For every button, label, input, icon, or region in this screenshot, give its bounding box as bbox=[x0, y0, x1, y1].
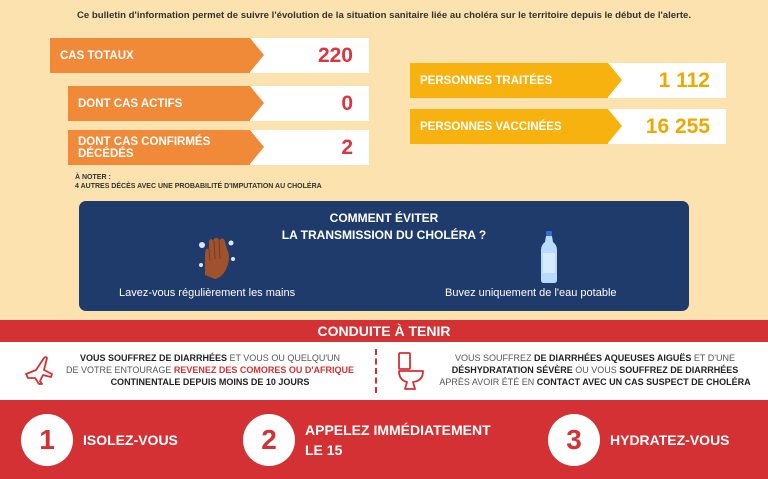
airplane-icon bbox=[24, 354, 56, 386]
conduct-left-l3: CONTINENTALE DEPUIS MOINS DE 10 JOURS bbox=[110, 377, 310, 387]
stat-treated bbox=[410, 63, 726, 98]
conduct-right-l1a: VOUS SOUFFREZ bbox=[455, 353, 535, 363]
stat-active-label: DONT CAS ACTIFS bbox=[68, 86, 250, 121]
step-3-number: 3 bbox=[548, 414, 600, 466]
step-3-text: HYDRATEZ-VOUS bbox=[610, 432, 730, 448]
conduct-right-l3a: APRÈS AVOIR ÉTÉ EN bbox=[439, 377, 537, 387]
stat-total-label: CAS TOTAUX bbox=[50, 38, 250, 73]
prevention-item-handwashing: Lavez-vous régulièrement les mains bbox=[119, 287, 296, 299]
steps-panel bbox=[0, 400, 768, 479]
water-bottle-icon bbox=[540, 231, 558, 283]
step-2-line1: APPELEZ IMMÉDIATEMENT bbox=[305, 422, 491, 438]
prevention-item-water: Buvez uniquement de l'eau potable bbox=[445, 287, 617, 299]
handwashing-icon bbox=[197, 235, 237, 281]
prevention-box bbox=[79, 201, 689, 311]
stat-vaccinated bbox=[410, 109, 726, 144]
note-title: À NOTER : bbox=[75, 174, 111, 181]
note bbox=[75, 173, 322, 191]
stat-active-cases bbox=[68, 86, 369, 121]
stat-total-value: 220 bbox=[250, 38, 369, 73]
stat-deaths-label: DONT CAS CONFIRMÉS DÉCÉDÉS bbox=[68, 130, 250, 165]
stat-treated-label: PERSONNES TRAITÉES bbox=[410, 63, 608, 98]
stat-vaccinated-value: 16 255 bbox=[608, 109, 726, 144]
conduct-left-l2a: DE VOTRE ENTOURAGE bbox=[65, 365, 174, 375]
conduct-banner: CONDUITE À TENIR bbox=[0, 320, 768, 342]
step-2-text bbox=[305, 420, 491, 460]
stat-treated-value: 1 112 bbox=[608, 63, 726, 98]
stat-vaccinated-label: PERSONNES VACCINÉES bbox=[410, 109, 608, 144]
conduct-right-l1c: ET D'UNE bbox=[691, 353, 735, 363]
conduct-left-l1b: ET VOUS OU QUELQU'UN bbox=[226, 353, 341, 363]
step-2-number: 2 bbox=[243, 414, 295, 466]
note-text: 4 AUTRES DÉCÈS AVEC UNE PROBABILITÉ D'IMPUTATION AU CHOLÉRA bbox=[75, 183, 322, 190]
stat-active-value: 0 bbox=[250, 86, 369, 121]
conduct-left-l2b: REVENEZ DES COMORES OU D'AFRIQUE bbox=[173, 365, 355, 375]
prevention-title-line2: LA TRANSMISSION DU CHOLÉRA ? bbox=[281, 228, 487, 242]
conduct-divider bbox=[375, 349, 377, 393]
conduct-right-l1b: DE DIARRHÉES AQUEUSES AIGUËS bbox=[534, 353, 692, 363]
conduct-left-l1a: VOUS SOUFFREZ DE DIARRHÉES bbox=[79, 353, 227, 363]
conduct-right-l3b: CONTACT AVEC UN CAS SUSPECT DE CHOLÉRA bbox=[536, 377, 751, 387]
prevention-title-line1: COMMENT ÉVITER bbox=[329, 211, 439, 225]
conduct-right-l2c: SOUFFREZ DE DIARRHÉES bbox=[619, 365, 739, 375]
step-2-line2: LE 15 bbox=[305, 442, 343, 458]
conduct-right-text bbox=[430, 352, 760, 388]
step-1-text: ISOLEZ-VOUS bbox=[83, 432, 178, 448]
conduct-right-l2b: OU VOUS bbox=[572, 365, 620, 375]
toilet-icon bbox=[397, 351, 425, 391]
stat-deaths bbox=[68, 130, 369, 165]
step-1-number: 1 bbox=[21, 414, 73, 466]
conduct-panel bbox=[0, 342, 768, 400]
stat-deaths-value: 2 bbox=[250, 130, 369, 165]
stat-total-cases bbox=[50, 38, 369, 73]
conduct-left-text bbox=[60, 352, 360, 388]
intro-text: Ce bulletin d'information permet de suivre l'évolution de la situation sanitaire liée au choléra sur le territoire depuis le début de l'alerte. bbox=[76, 10, 692, 21]
conduct-right-l2a: DÉSHYDRATATION SÉVÈRE bbox=[451, 365, 573, 375]
